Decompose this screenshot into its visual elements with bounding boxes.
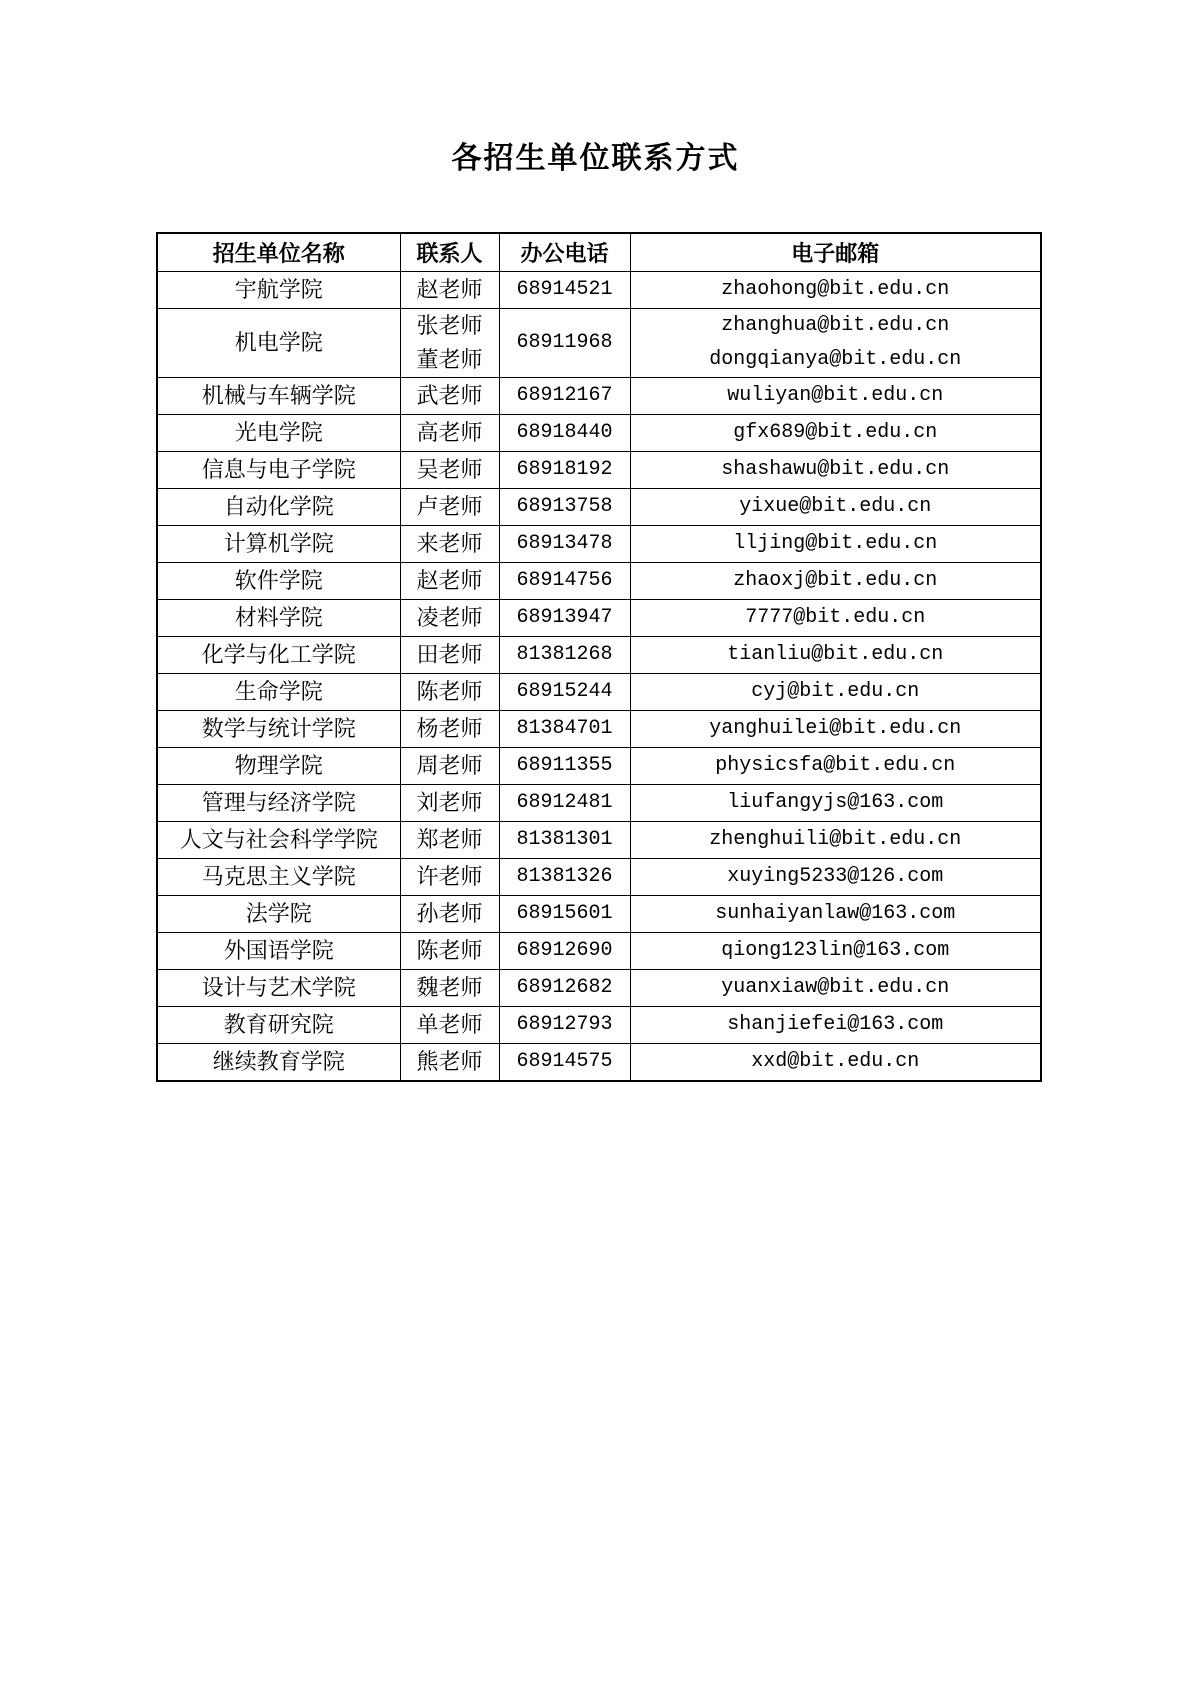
office-phone: 68911968: [516, 331, 613, 354]
unit-name-cell: [157, 272, 400, 309]
unit-name: 数学与统计学院: [201, 716, 356, 741]
office-phone-cell: [499, 1044, 630, 1082]
office-phone: 81381301: [516, 828, 613, 851]
email-address: xuying5233@126.com: [727, 865, 944, 888]
unit-name-cell: [157, 711, 400, 748]
email-address: zhanghua@bit.edu.cn: [721, 314, 950, 337]
email-address: yanghuilei@bit.edu.cn: [709, 717, 962, 740]
unit-name-cell: [157, 933, 400, 970]
contact-person: 许老师: [416, 864, 483, 889]
office-phone: 68913478: [516, 532, 613, 555]
unit-name-cell: [157, 526, 400, 563]
contact-table: [156, 232, 1042, 1082]
unit-name: 外国语学院: [223, 938, 334, 963]
contact-person: 陈老师: [416, 679, 483, 704]
office-phone-cell: [499, 378, 630, 415]
contact-person-cell: [400, 1007, 499, 1044]
unit-name-cell: [157, 1044, 400, 1082]
contact-person-cell: [400, 637, 499, 674]
contact-person-cell: [400, 272, 499, 309]
email-cell: [630, 1044, 1041, 1082]
unit-name: 设计与艺术学院: [201, 975, 356, 1000]
email-cell: [630, 822, 1041, 859]
unit-name: 物理学院: [234, 753, 323, 778]
office-phone: 81384701: [516, 717, 613, 740]
unit-name-cell: [157, 452, 400, 489]
unit-name-cell: [157, 489, 400, 526]
office-phone: 68914575: [516, 1050, 613, 1073]
email-address: shashawu@bit.edu.cn: [721, 458, 950, 481]
email-cell: [630, 526, 1041, 563]
table-row: [157, 933, 1041, 970]
office-phone: 68913947: [516, 606, 613, 629]
unit-name-cell: [157, 859, 400, 896]
office-phone-cell: [499, 711, 630, 748]
unit-name-cell: [157, 970, 400, 1007]
office-phone: 68912682: [516, 976, 613, 999]
contact-person: 张老师: [416, 313, 483, 338]
contact-person-cell: [400, 970, 499, 1007]
unit-name: 管理与经济学院: [201, 790, 356, 815]
unit-name: 机械与车辆学院: [201, 383, 356, 408]
unit-name: 计算机学院: [223, 531, 334, 556]
unit-name-cell: [157, 674, 400, 711]
unit-name: 马克思主义学院: [201, 864, 356, 889]
office-phone: 68914756: [516, 569, 613, 592]
unit-name: 继续教育学院: [212, 1049, 345, 1074]
table-row: [157, 526, 1041, 563]
table-row: [157, 489, 1041, 526]
contact-person-cell: [400, 785, 499, 822]
office-phone-cell: [499, 415, 630, 452]
office-phone: 68918192: [516, 458, 613, 481]
table-row: [157, 637, 1041, 674]
contact-person: 郑老师: [416, 827, 483, 852]
office-phone-cell: [499, 526, 630, 563]
contact-person: 周老师: [416, 753, 483, 778]
email-address: lljing@bit.edu.cn: [733, 532, 938, 555]
unit-name-cell: [157, 378, 400, 415]
column-header-unit-name: 招生单位名称: [157, 233, 400, 272]
email-address: xxd@bit.edu.cn: [751, 1050, 920, 1073]
contact-person: 单老师: [416, 1012, 483, 1037]
email-cell: [630, 489, 1041, 526]
table-row: [157, 272, 1041, 309]
office-phone: 68912481: [516, 791, 613, 814]
email-address: yuanxiaw@bit.edu.cn: [721, 976, 950, 999]
email-address: gfx689@bit.edu.cn: [733, 421, 938, 444]
contact-person-cell: [400, 309, 499, 378]
office-phone: 68912167: [516, 384, 613, 407]
contact-person: 来老师: [416, 531, 483, 556]
office-phone-cell: [499, 674, 630, 711]
email-cell: [630, 378, 1041, 415]
office-phone-cell: [499, 970, 630, 1007]
email-cell: [630, 1007, 1041, 1044]
office-phone-cell: [499, 452, 630, 489]
unit-name: 信息与电子学院: [201, 457, 356, 482]
table-row: [157, 1044, 1041, 1082]
email-address: physicsfa@bit.edu.cn: [715, 754, 956, 777]
email-cell: [630, 563, 1041, 600]
email-address: zhaohong@bit.edu.cn: [721, 278, 950, 301]
office-phone-cell: [499, 933, 630, 970]
email-cell: [630, 970, 1041, 1007]
unit-name-cell: [157, 822, 400, 859]
office-phone-cell: [499, 600, 630, 637]
unit-name: 自动化学院: [223, 494, 334, 519]
table-row: [157, 452, 1041, 489]
contact-person-cell: [400, 415, 499, 452]
email-address: qiong123lin@163.com: [721, 939, 950, 962]
table-row: [157, 674, 1041, 711]
email-cell: [630, 452, 1041, 489]
unit-name: 材料学院: [234, 605, 323, 630]
unit-name: 光电学院: [234, 420, 323, 445]
email-cell: [630, 896, 1041, 933]
contact-person-cell: [400, 489, 499, 526]
contact-person-cell: [400, 674, 499, 711]
contact-person: 武老师: [416, 383, 483, 408]
email-cell: [630, 272, 1041, 309]
email-address: 7777@bit.edu.cn: [745, 606, 926, 629]
office-phone-cell: [499, 563, 630, 600]
contact-person: 卢老师: [416, 494, 483, 519]
email-address: shanjiefei@163.com: [727, 1013, 944, 1036]
unit-name-cell: [157, 785, 400, 822]
contact-person: 熊老师: [416, 1049, 483, 1074]
unit-name-cell: [157, 896, 400, 933]
contact-person-cell: [400, 822, 499, 859]
office-phone-cell: [499, 309, 630, 378]
table-row: [157, 970, 1041, 1007]
unit-name-cell: [157, 1007, 400, 1044]
unit-name-cell: [157, 600, 400, 637]
office-phone: 68915244: [516, 680, 613, 703]
column-header-contact-person: 联系人: [400, 233, 499, 272]
contact-person-cell: [400, 563, 499, 600]
office-phone: 68918440: [516, 421, 613, 444]
contact-person-cell: [400, 859, 499, 896]
contact-person: 孙老师: [416, 901, 483, 926]
table-row: [157, 415, 1041, 452]
office-phone: 81381326: [516, 865, 613, 888]
column-header-email: 电子邮箱: [630, 233, 1041, 272]
table-row: [157, 378, 1041, 415]
email-address: tianliu@bit.edu.cn: [727, 643, 944, 666]
unit-name: 生命学院: [234, 679, 323, 704]
column-header-office-phone: 办公电话: [499, 233, 630, 272]
contact-person-cell: [400, 711, 499, 748]
office-phone: 68912690: [516, 939, 613, 962]
email-address: zhaoxj@bit.edu.cn: [733, 569, 938, 592]
office-phone: 68914521: [516, 278, 613, 301]
unit-name: 人文与社会科学学院: [179, 827, 378, 852]
contact-person: 魏老师: [416, 975, 483, 1000]
contact-person-cell: [400, 600, 499, 637]
table-row: [157, 563, 1041, 600]
office-phone: 68913758: [516, 495, 613, 518]
email-cell: [630, 415, 1041, 452]
document-title: 各招生单位联系方式: [451, 142, 740, 175]
email-address: wuliyan@bit.edu.cn: [727, 384, 944, 407]
office-phone-cell: [499, 637, 630, 674]
table-row: [157, 785, 1041, 822]
table-row: [157, 748, 1041, 785]
email-address: liufangyjs@163.com: [727, 791, 944, 814]
contact-person: 陈老师: [416, 938, 483, 963]
email-cell: [630, 933, 1041, 970]
office-phone-cell: [499, 1007, 630, 1044]
office-phone: 68915601: [516, 902, 613, 925]
contact-person: 赵老师: [416, 568, 483, 593]
email-cell: [630, 674, 1041, 711]
email-cell: [630, 711, 1041, 748]
table-row: [157, 1007, 1041, 1044]
table-row: [157, 711, 1041, 748]
table-row: [157, 600, 1041, 637]
contact-person: 刘老师: [416, 790, 483, 815]
office-phone-cell: [499, 896, 630, 933]
unit-name: 法学院: [245, 901, 312, 926]
email-cell: [630, 637, 1041, 674]
office-phone: 81381268: [516, 643, 613, 666]
unit-name: 教育研究院: [223, 1012, 334, 1037]
contact-person: 高老师: [416, 420, 483, 445]
office-phone-cell: [499, 859, 630, 896]
email-cell: [630, 859, 1041, 896]
contact-person: 凌老师: [416, 605, 483, 630]
office-phone: 68911355: [516, 754, 613, 777]
unit-name-cell: [157, 563, 400, 600]
table-header-row: [157, 233, 1041, 272]
contact-person-cell: [400, 896, 499, 933]
contact-person-cell: [400, 378, 499, 415]
contact-person: 杨老师: [416, 716, 483, 741]
contact-person-cell: [400, 1044, 499, 1082]
contact-person-cell: [400, 933, 499, 970]
table-row: [157, 896, 1041, 933]
unit-name: 宇航学院: [234, 277, 323, 302]
office-phone-cell: [499, 272, 630, 309]
table-row: [157, 859, 1041, 896]
unit-name: 软件学院: [234, 568, 323, 593]
office-phone: 68912793: [516, 1013, 613, 1036]
email-address: yixue@bit.edu.cn: [739, 495, 932, 518]
email-cell: [630, 748, 1041, 785]
unit-name-cell: [157, 748, 400, 785]
office-phone-cell: [499, 489, 630, 526]
office-phone-cell: [499, 785, 630, 822]
table-body: [157, 272, 1041, 1082]
contact-person: 赵老师: [416, 277, 483, 302]
contact-person-cell: [400, 748, 499, 785]
contact-person: 吴老师: [416, 457, 483, 482]
office-phone-cell: [499, 822, 630, 859]
unit-name-cell: [157, 637, 400, 674]
email-address: zhenghuili@bit.edu.cn: [709, 828, 962, 851]
email-cell: [630, 309, 1041, 378]
contact-person: 董老师: [416, 347, 483, 372]
email-address: dongqianya@bit.edu.cn: [709, 348, 962, 371]
email-cell: [630, 785, 1041, 822]
email-address: sunhaiyanlaw@163.com: [715, 902, 956, 925]
contact-person: 田老师: [416, 642, 483, 667]
contact-person-cell: [400, 452, 499, 489]
table-row: [157, 822, 1041, 859]
unit-name-cell: [157, 415, 400, 452]
office-phone-cell: [499, 748, 630, 785]
contact-person-cell: [400, 526, 499, 563]
unit-name: 机电学院: [234, 330, 323, 355]
email-cell: [630, 600, 1041, 637]
email-address: cyj@bit.edu.cn: [751, 680, 920, 703]
unit-name-cell: [157, 309, 400, 378]
table-row: [157, 309, 1041, 378]
unit-name: 化学与化工学院: [201, 642, 356, 667]
